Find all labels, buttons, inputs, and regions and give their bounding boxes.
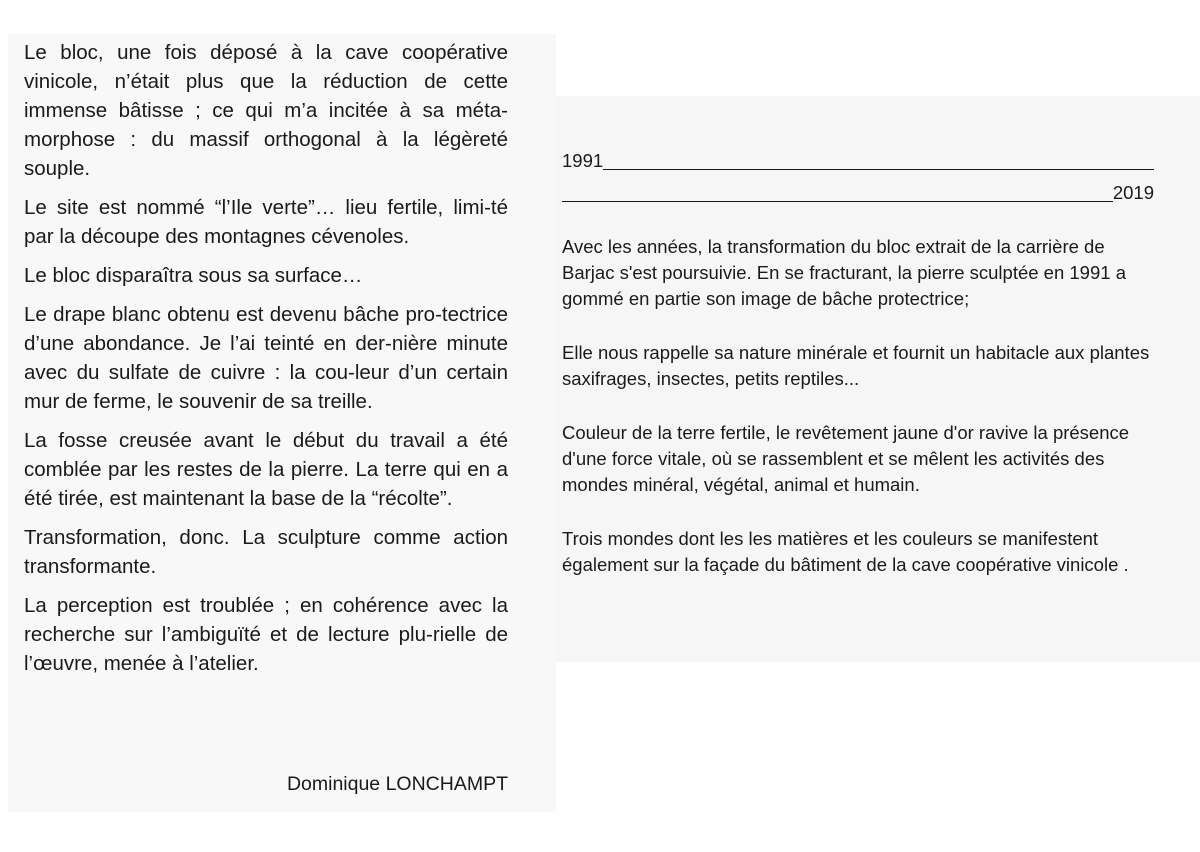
left-paragraph: La perception est troublée ; en cohérence avec la recherche sur l’ambiguïté et de lecture plu-rielle de l’œuvre, menée à l’atelier. bbox=[24, 594, 508, 675]
right-paragraph: Avec les années, la transformation du bloc extrait de la carrière de Barjac s'est poursuivie. En se fracturant, la pierre sculptée en 1991 a gommé en partie son image de bâche protectrice; bbox=[562, 236, 1126, 309]
right-paragraph: Elle nous rappelle sa nature minérale et fournit un habitacle aux plantes saxifrages, insectes, petits reptiles... bbox=[562, 342, 1150, 389]
left-paragraph: Le bloc disparaîtra sous sa surface… bbox=[24, 264, 363, 287]
left-text-column bbox=[24, 38, 508, 688]
right-paragraph: Trois mondes dont les les matières et les couleurs se manifestent également sur la façade du bâtiment de la cave coopérative vinicole . bbox=[562, 528, 1129, 575]
left-paragraph: Le drape blanc obtenu est devenu bâche pro-tectrice d’une abondance. Je l’ai teinté en der-nière minute avec du sulfate de cuivre : la cou-leur d’un certain mur de ferme, le souvenir de sa treille. bbox=[24, 303, 508, 413]
author-signature: Dominique LONCHAMPT bbox=[286, 773, 508, 795]
left-paragraph: Le bloc, une fois déposé à la cave coopérative vinicole, n’était plus que la réduction de cette immense bâtisse ; ce qui m’a incitée à sa méta-morphose : du massif orthogonal à la légèreté souple. bbox=[24, 41, 508, 180]
left-paragraph: Transformation, donc. La sculpture comme action transformante. bbox=[24, 526, 508, 578]
timeline-rule bbox=[562, 201, 1113, 202]
timeline-rule bbox=[603, 169, 1154, 170]
year-start-row bbox=[562, 148, 1154, 174]
year-start-label: 1991 bbox=[562, 150, 604, 171]
year-end-label: 2019 bbox=[1112, 182, 1154, 203]
left-paragraph: La fosse creusée avant le début du travail a été comblée par les restes de la pierre. La terre qui en a été tirée, est maintenant la base de la “récolte”. bbox=[24, 429, 508, 510]
right-paragraph: Couleur de la terre fertile, le revêtement jaune d'or ravive la présence d'une force vitale, où se rassemblent et se mêlent les activités des mondes minéral, végétal, animal et humain. bbox=[562, 422, 1130, 495]
left-paragraph: Le site est nommé “l’Ile verte”… lieu fertile, limi-té par la découpe des montagnes cévenoles. bbox=[24, 196, 508, 248]
right-text-column bbox=[562, 148, 1154, 606]
year-end-row bbox=[562, 180, 1154, 206]
